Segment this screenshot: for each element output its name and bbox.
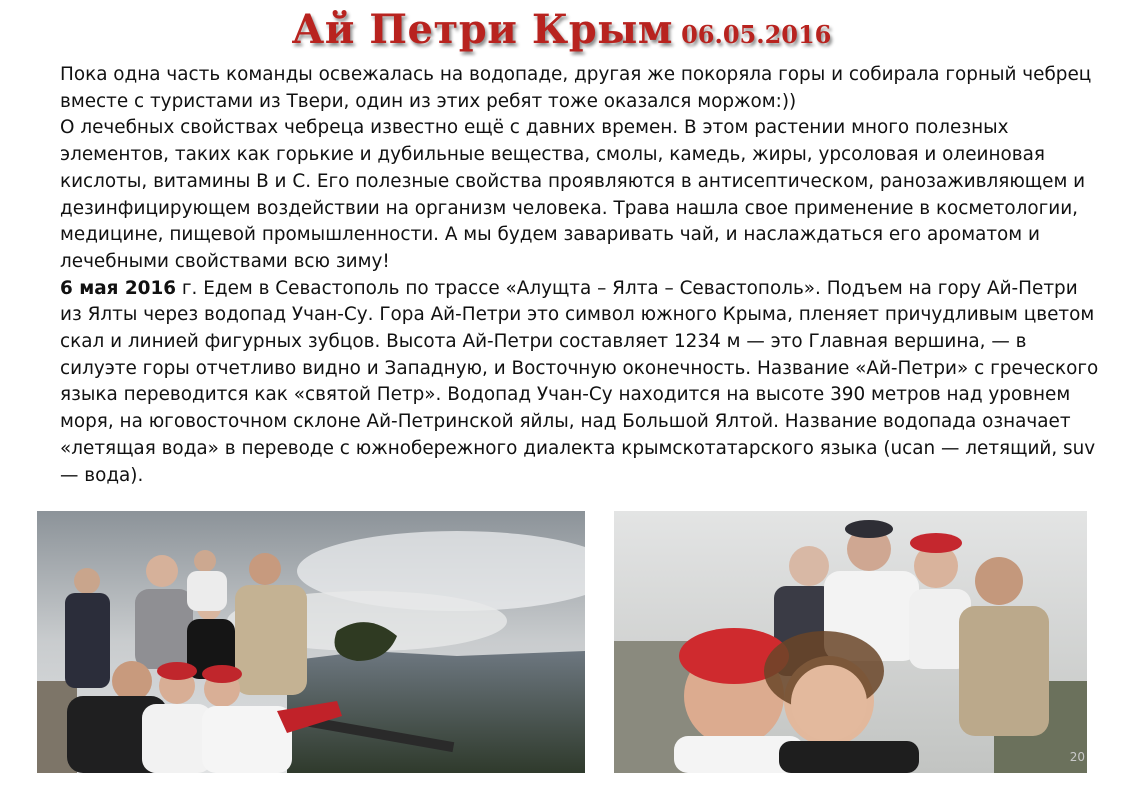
slide-number: 20 (1069, 750, 1085, 764)
paragraph-3-text: г. Едем в Севастополь по трассе «Алущта – Ялта – Севастополь». Подъем на гору Ай-Петри из Ялты через водопад Учан-Су. Гора Ай-Петри это символ южного Крыма, пленяет причудливым цветом скал и линией фигурных зубцов. Высота Ай-Петри составляет 1234 м — это Главная вершина, — в силуэте горы отчетливо видно и Западную, и Восточную оконечность. Название «Ай-Петри» с греческого языка переводится как «святой Петр». Водопад Учан-Су находится на высоте 390 метров над уровнем моря, на юговосточном склоне Ай-Петринской яйлы, над Большой Ялтой. Название водопада означает «летящая вода» в переводе с южнобережного диалекта крымскотатарского языка (ucan — летящий, suv — вода). (60, 277, 1099, 486)
title-date: 06.05.2016 (681, 20, 832, 49)
paragraph-3 (60, 276, 1100, 490)
group-photo-right (614, 511, 1087, 773)
title-main: Ай Петри Крым (291, 6, 674, 53)
paragraph-2: О лечебных свойствах чебреца известно ещё с давних времен. В этом растении много полезных элементов, таких как горькие и дубильные вещества, смолы, камедь, жиры, урсоловая и олеиновая кислоты, витамины В и С. Его полезные свойства проявляются в антисептическом, ранозаживляющем и дезинфицирующем воздействии на организм человека. Трава нашла свое применение в косметологии, медицине, пищевой промышленности. А мы будем заваривать чай, и наслаждаться его ароматом и лечебными свойствами всю зиму! (60, 117, 1086, 272)
group-photo-left (37, 511, 585, 773)
body-text (60, 62, 1100, 489)
paragraph-3-date: 6 мая 2016 (60, 277, 177, 299)
paragraph-1: Пока одна часть команды освежалась на водопаде, другая же покоряла горы и собирала горный чебрец вместе с туристами из Твери, один из этих ребят тоже оказался моржом:)) (60, 64, 1092, 112)
slide-title (0, 6, 1123, 53)
